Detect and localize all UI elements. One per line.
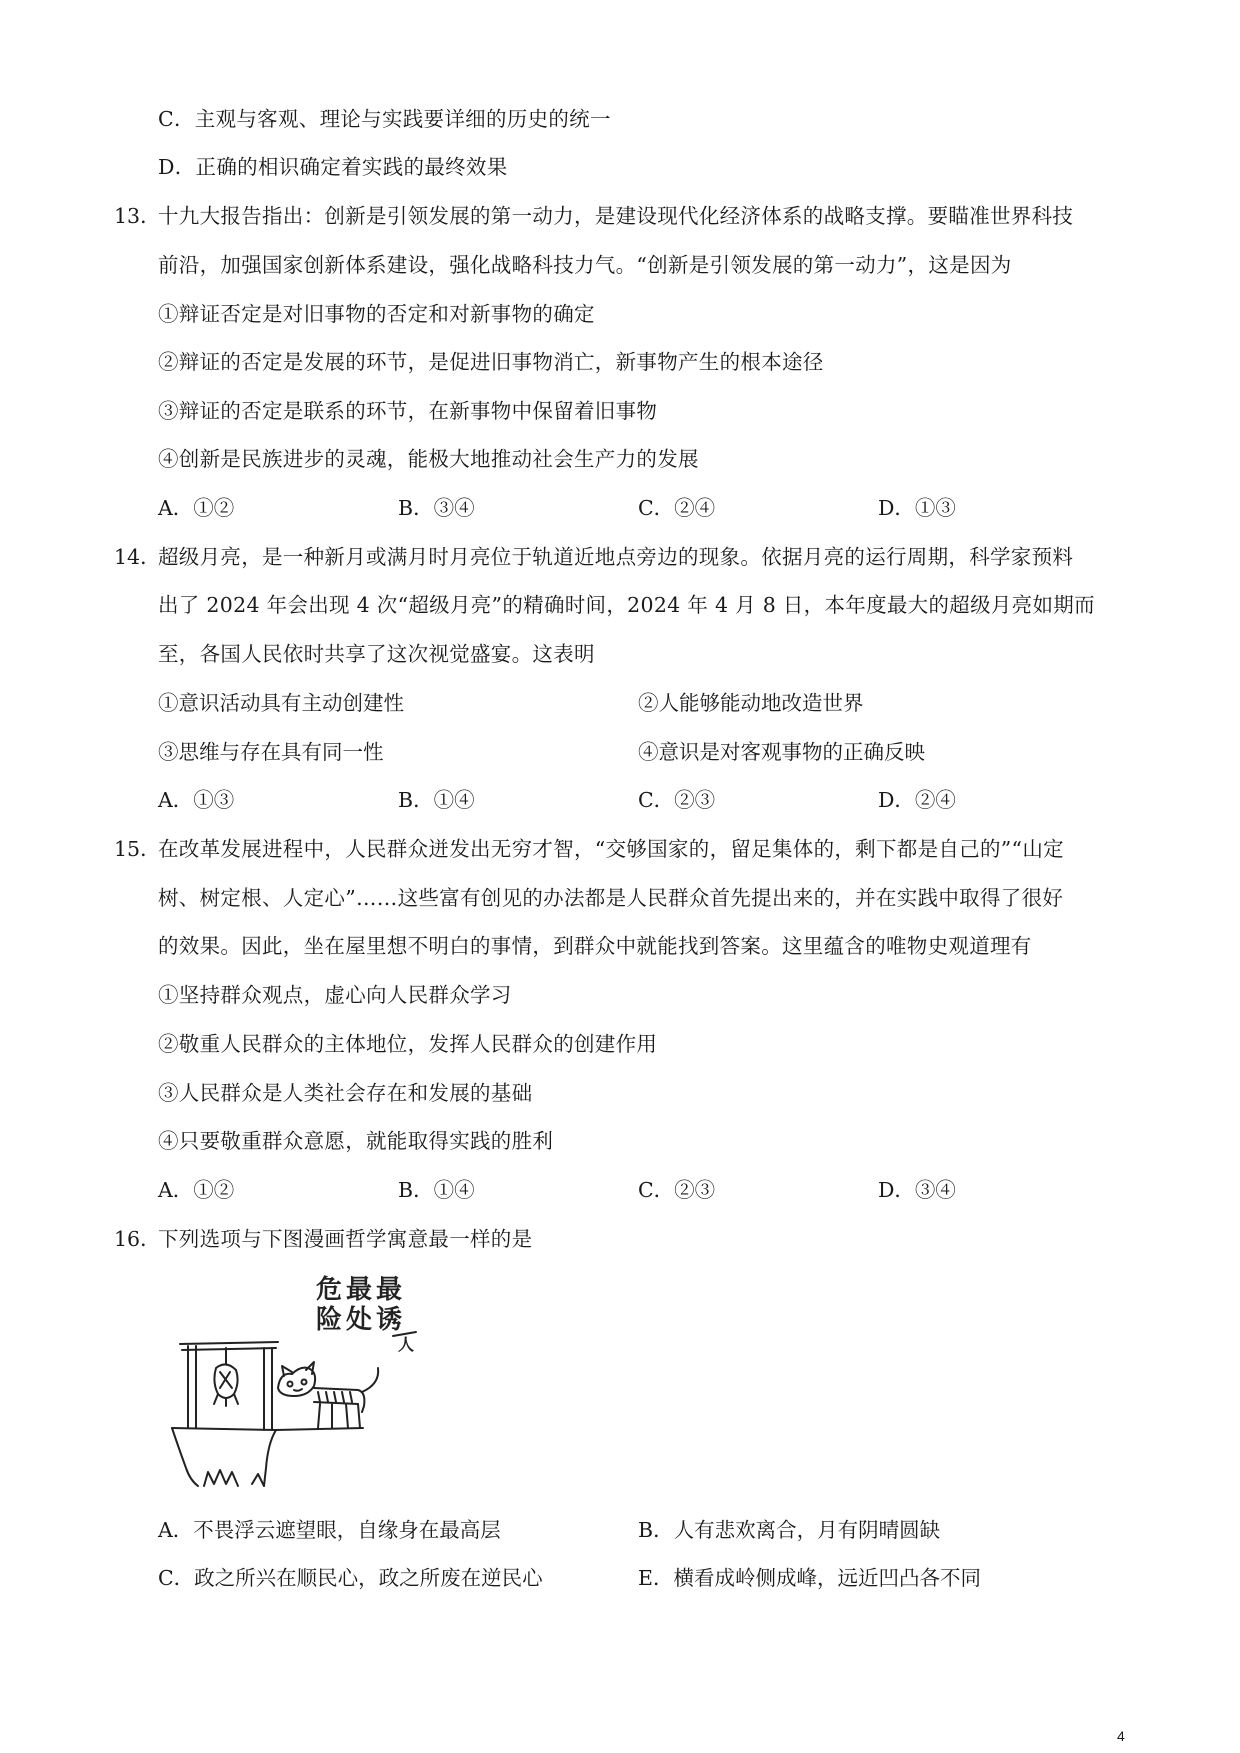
- q12-option-d: D．正确的相识确定着实践的最终效果: [158, 155, 508, 179]
- q13-item-3: ③辩证的否定是联系的环节，在新事物中保留着旧事物: [158, 399, 658, 423]
- q14-option-d: D．②④: [878, 788, 956, 812]
- page-number: 4: [1117, 1728, 1125, 1744]
- q14-item-1: ①意识活动具有主动创建性: [158, 691, 404, 715]
- q16-option-e: E．横看成岭侧成峰，远近凹凸各不同: [638, 1566, 981, 1590]
- cartoon-char-4: 最: [346, 1275, 373, 1305]
- q14-item-3: ③思维与存在具有同一性: [158, 740, 384, 764]
- q14-item-4: ④意识是对客观事物的正确反映: [638, 740, 925, 764]
- q16-stem: 下列选项与下图漫画哲学寓意最一样的是: [158, 1227, 533, 1251]
- q13-option-b: B．③④: [398, 496, 475, 520]
- q15-stem-line-1: 在改革发展进程中，人民群众迸发出无穷才智，“交够国家的，留足集体的，剩下都是自己的”“山定: [158, 837, 1064, 861]
- q13-option-c: C．②④: [638, 496, 716, 520]
- q15-item-3: ③人民群众是人类社会存在和发展的基础: [158, 1081, 533, 1105]
- cartoon-char-2: 诱: [376, 1305, 403, 1335]
- q15-stem-line-3: 的效果。因此，坐在屋里想不明白的事情，到群众中就能找到答案。这里蕴含的唯物史观道理有: [158, 934, 1032, 958]
- q15-option-b: B．①④: [398, 1178, 475, 1202]
- q15-option-a: A．①②: [158, 1178, 235, 1202]
- q15-stem-line-2: 树、树定根、人定心”……这些富有创见的办法都是人民群众首先提出来的，并在实践中取得了很好: [158, 886, 1064, 910]
- q14-option-c: C．②③: [638, 788, 716, 812]
- cartoon-char-5: 处: [346, 1305, 373, 1335]
- cartoon-char-3: 人: [398, 1335, 415, 1354]
- q16-number: 16．: [114, 1227, 161, 1251]
- q14-option-a: A．①③: [158, 788, 235, 812]
- q15-option-c: C．②③: [638, 1178, 716, 1202]
- q15-option-d: D．③④: [878, 1178, 956, 1202]
- q14-stem-line-2: 出了 2024 年会出现 4 次“超级月亮”的精确时间，2024 年 4 月 8 日，本年度最大的超级月亮如期而: [158, 593, 1095, 617]
- q16-option-c: C．政之所兴在顺民心，政之所废在逆民心: [158, 1566, 543, 1590]
- cartoon-illustration: [168, 1268, 468, 1490]
- q14-stem-line-1: 超级月亮，是一种新月或满月时月亮位于轨道近地点旁边的现象。依据月亮的运行周期，科学家预料: [158, 545, 1074, 569]
- q15-item-2: ②敬重人民群众的主体地位，发挥人民群众的创建作用: [158, 1032, 658, 1056]
- q14-stem-line-3: 至，各国人民依时共享了这次视觉盛宴。这表明: [158, 642, 595, 666]
- q15-item-1: ①坚持群众观点，虚心向人民群众学习: [158, 983, 512, 1007]
- cartoon-char-1: 最: [376, 1275, 403, 1305]
- cartoon-char-6: 危: [316, 1275, 343, 1305]
- q13-option-a: A．①②: [158, 496, 235, 520]
- q12-option-c: C．主观与客观、理论与实践要详细的历史的统一: [158, 107, 611, 131]
- q13-item-1: ①辩证否定是对旧事物的否定和对新事物的确定: [158, 302, 595, 326]
- q16-option-a: A．不畏浮云遮望眼，自缘身在最高层: [158, 1518, 501, 1542]
- q13-stem-line-2: 前沿，加强国家创新体系建设，强化战略科技力气。“创新是引领发展的第一动力”，这是因为: [158, 253, 1012, 277]
- q15-number: 15．: [114, 837, 161, 861]
- cartoon-char-7: 险: [316, 1305, 343, 1335]
- q13-stem-line-1: 十九大报告指出：创新是引领发展的第一动力，是建设现代化经济体系的战略支撑。要瞄准世界科技: [158, 204, 1074, 228]
- q14-option-b: B．①④: [398, 788, 475, 812]
- q14-number: 14．: [114, 545, 161, 569]
- q13-number: 13．: [114, 204, 161, 228]
- q14-item-2: ②人能够能动地改造世界: [638, 691, 864, 715]
- q13-item-4: ④创新是民族进步的灵魂，能极大地推动社会生产力的发展: [158, 447, 699, 471]
- q16-option-b: B．人有悲欢离合，月有阴晴圆缺: [638, 1518, 941, 1542]
- q13-option-d: D．①③: [878, 496, 956, 520]
- q15-item-4: ④只要敬重群众意愿，就能取得实践的胜利: [158, 1129, 554, 1153]
- q13-item-2: ②辩证的否定是发展的环节，是促进旧事物消亡，新事物产生的根本途径: [158, 350, 824, 374]
